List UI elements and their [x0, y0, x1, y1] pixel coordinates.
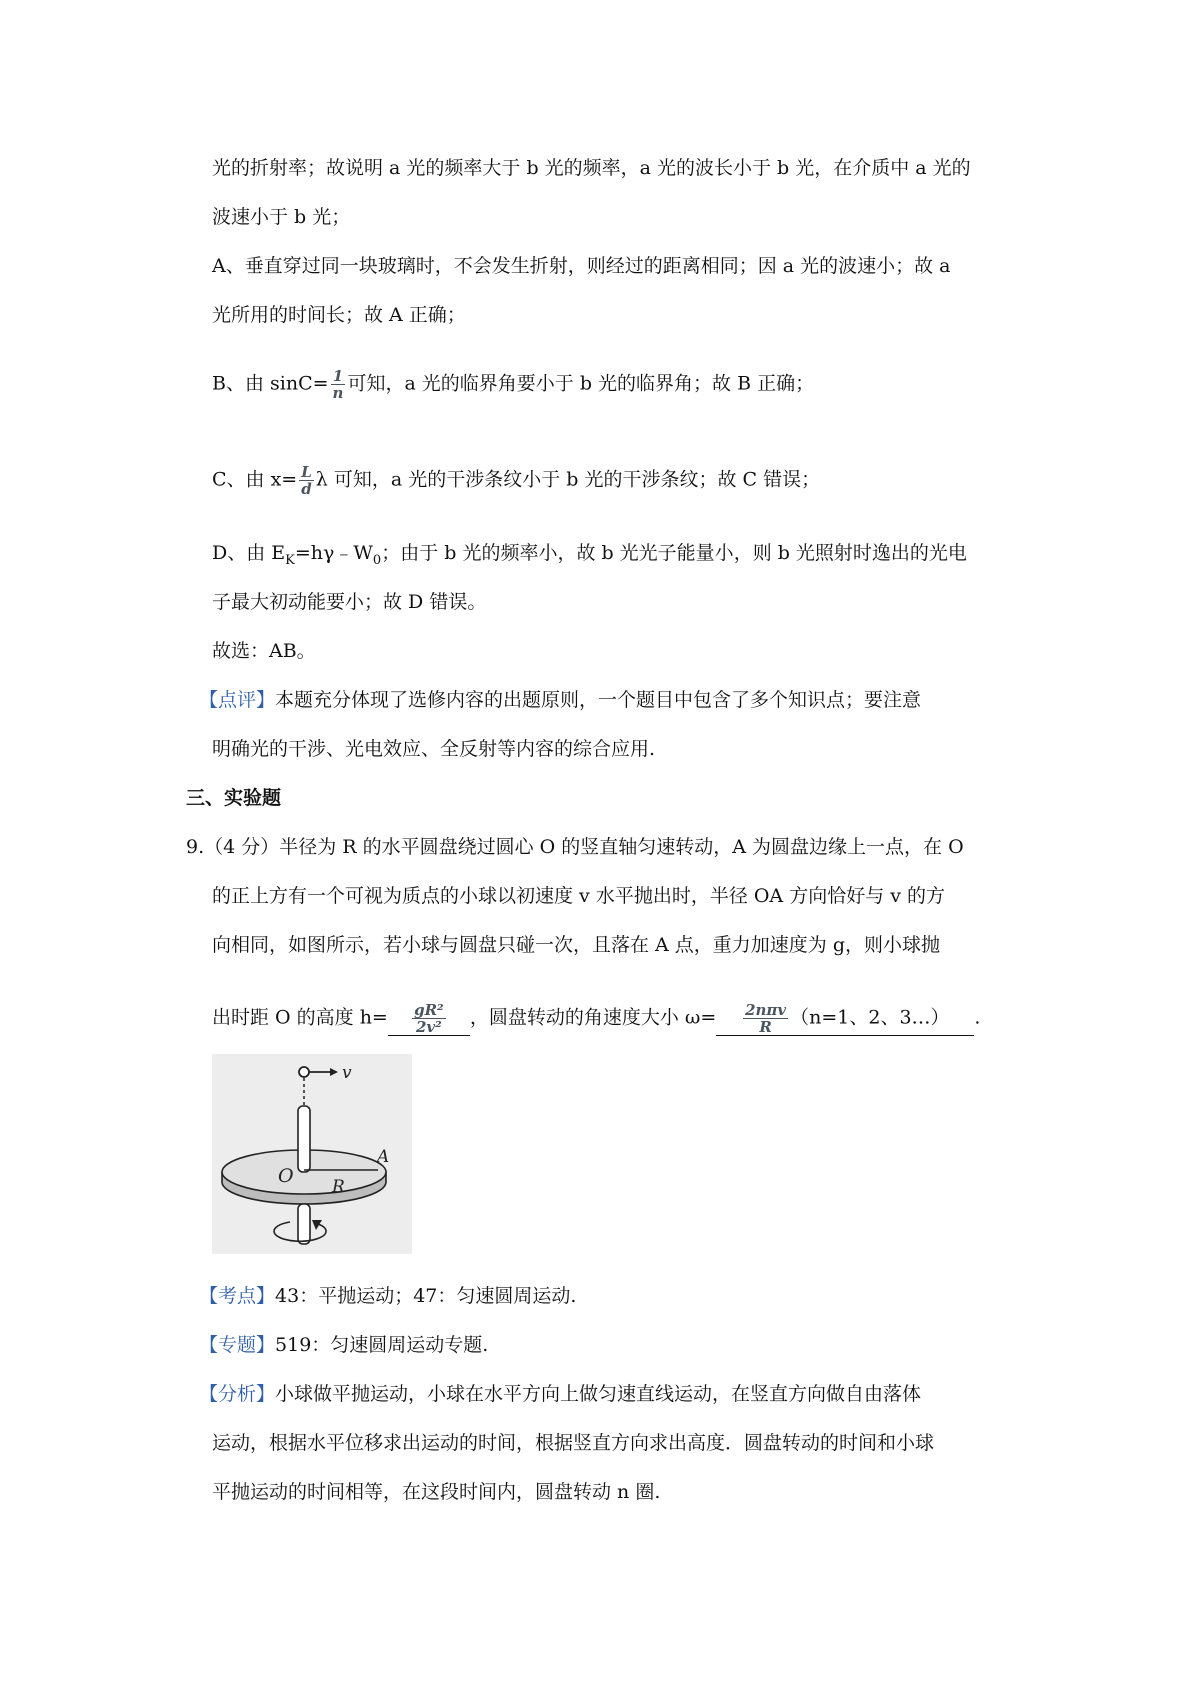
question-9-line2: 的正上方有一个可视为质点的小球以初速度 v 水平抛出时，半径 OA 方向恰好与 v 的方 [212, 885, 946, 907]
subscript: K [285, 552, 295, 568]
option-c-pre: C、由 x= [212, 468, 298, 491]
fenxi-line2: 运动，根据水平位移求出运动的时间，根据竖直方向求出高度．圆盘转动的时间和小球 [212, 1432, 935, 1454]
q9-height-label: 出时距 O 的高度 h= [212, 1006, 388, 1029]
fenxi-line3: 平抛运动的时间相等，在这段时间内，圆盘转动 n 圈. [212, 1481, 661, 1503]
fraction-1-over-n [331, 368, 346, 401]
review-line2: 明确光的干涉、光电效应、全反射等内容的综合应用. [212, 738, 656, 760]
text-seg: ；由于 b 光的频率小，故 b 光光子能量小，则 b 光照射时逸出的光电 [381, 542, 967, 564]
option-b [212, 368, 814, 401]
review-line1 [199, 687, 921, 713]
fraction-gr2-over-2v2 [412, 1002, 446, 1035]
kaodian-tag: 【考点】 [199, 1285, 276, 1307]
subscript: 0 [372, 552, 382, 568]
choice-line: 故选：AB。 [212, 640, 316, 662]
section-heading: 三、实验题 [186, 787, 282, 809]
fenxi-text: 小球做平抛运动，小球在水平方向上做匀速直线运动，在竖直方向做自由落体 [275, 1383, 922, 1405]
option-d-line1 [212, 540, 967, 574]
fraction-denominator: R [759, 1018, 772, 1036]
label-r: R [332, 1177, 345, 1197]
text-line: A、垂直穿过同一块玻璃时，不会发生折射，则经过的距离相同；因 a 光的波速小；故 a [212, 255, 951, 277]
option-c-post: λ 可知，a 光的干涉条纹小于 b 光的干涉条纹；故 C 错误； [315, 468, 821, 491]
fraction-numerator: L [301, 463, 312, 481]
answer-blank-omega [716, 1002, 974, 1036]
fraction-denominator: n [332, 384, 344, 402]
zhuanti-tag: 【专题】 [199, 1334, 276, 1356]
fenxi-line1 [199, 1381, 921, 1407]
kaodian-text: 43：平抛运动；47：匀速圆周运动. [275, 1285, 577, 1307]
zhuanti-text: 519：匀速圆周运动专题. [275, 1334, 489, 1356]
label-v: v [342, 1063, 352, 1083]
fraction-numerator: 1 [331, 368, 346, 385]
answer-n-range: （n=1、2、3…） [790, 1006, 950, 1029]
text-line: 光所用的时间长；故 A 正确； [212, 304, 466, 326]
label-a: A [377, 1147, 390, 1167]
fraction-denominator: 2v² [415, 1018, 442, 1036]
fraction-denominator: d [301, 480, 312, 498]
text-seg: D、由 E [212, 542, 286, 564]
question-9-line4 [212, 1002, 980, 1036]
question-9-line3: 向相同，如图所示，若小球与圆盘只碰一次，且落在 A 点，重力加速度为 g，则小球抛 [212, 934, 941, 956]
kaodian-line [199, 1283, 576, 1309]
vertical-axle-bottom [298, 1204, 310, 1244]
option-b-pre: B、由 sinC= [212, 372, 329, 395]
text-seg: =hγ﹣W [294, 542, 373, 564]
vertical-axle-top [298, 1106, 310, 1172]
fraction-numerator: 2nπv [745, 1001, 787, 1019]
q9-omega-label: ，圆盘转动的角速度大小 ω= [469, 1006, 717, 1029]
fraction-l-over-d [299, 464, 314, 497]
review-tag: 【点评】 [199, 689, 276, 711]
ball [299, 1067, 309, 1077]
fraction-2npiv-over-r [743, 1002, 788, 1035]
q9-end-period: . [974, 1006, 981, 1029]
review-text: 本题充分体现了选修内容的出题原则，一个题目中包含了多个知识点；要注意 [275, 689, 922, 711]
option-b-post: 可知，a 光的临界角要小于 b 光的临界角；故 B 正确； [347, 372, 815, 395]
text-line: 光的折射率；故说明 a 光的频率大于 b 光的频率，a 光的波长小于 b 光，在介质中 a 光的 [212, 157, 971, 179]
label-o: O [278, 1165, 294, 1187]
option-c [212, 464, 820, 497]
text-line: 波速小于 b 光； [212, 206, 351, 228]
zhuanti-line [199, 1332, 488, 1358]
answer-blank-height [388, 1002, 470, 1036]
question-9-line1: 9.（4 分）半径为 R 的水平圆盘绕过圆心 O 的竖直轴匀速转动，A 为圆盘边缘上一点，在 O [186, 836, 964, 858]
fenxi-tag: 【分析】 [199, 1383, 276, 1405]
option-d-line2: 子最大初动能要小；故 D 错误。 [212, 591, 487, 613]
rotating-disc-figure [212, 1054, 412, 1254]
fraction-numerator: gR² [414, 1001, 444, 1019]
